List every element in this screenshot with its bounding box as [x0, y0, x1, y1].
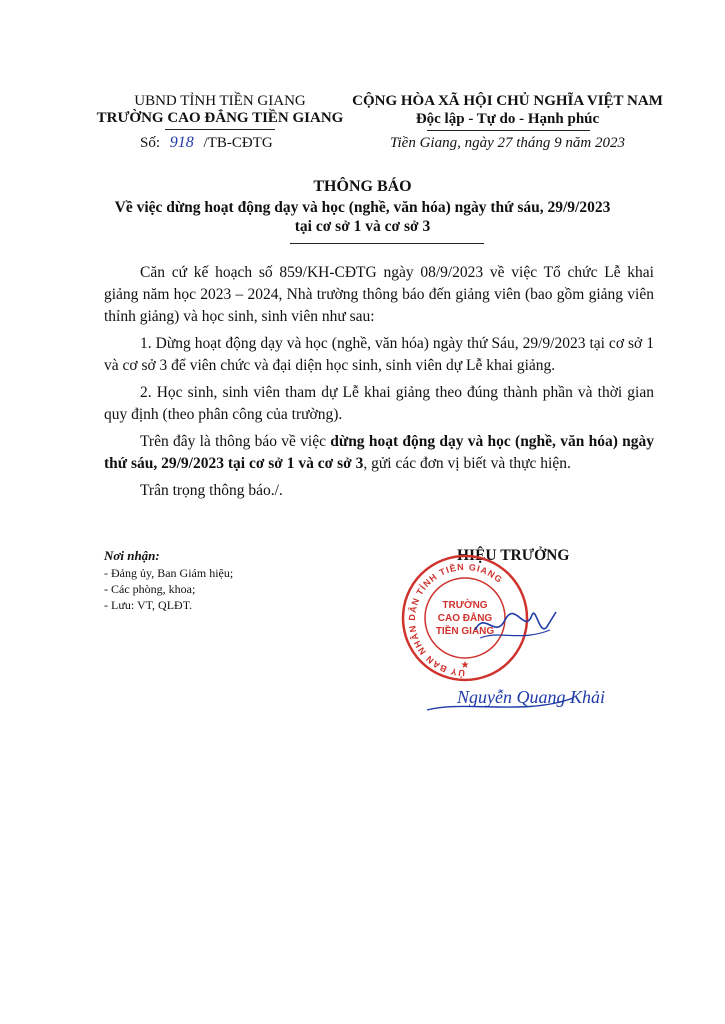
national-motto: Độc lập - Tự do - Hạnh phúc: [415, 111, 600, 127]
issuing-authority: UBND TỈNH TIỀN GIANG: [134, 93, 306, 109]
notice-body: [104, 262, 654, 507]
paragraph-conclusion: [104, 431, 654, 475]
conclusion-end: , gửi các đơn vị biết và thực hiện.: [363, 455, 571, 472]
recipient-item: - Lưu: VT, QLĐT.: [104, 598, 193, 612]
svg-text:TIỀN GIANG: TIỀN GIANG: [435, 626, 495, 637]
title-underline: [290, 243, 484, 244]
paragraph-item-2: 2. Học sinh, sinh viên tham dự Lễ khai giảng theo đúng thành phần và thời gian quy định (theo phân công của trường).: [104, 384, 654, 423]
recipient-item: - Các phòng, khoa;: [104, 582, 196, 596]
subject-line-2: tại cơ sở 1 và cơ sở 3: [294, 218, 431, 235]
institution-name: TRƯỜNG CAO ĐẲNG TIỀN GIANG: [96, 110, 344, 126]
conclusion-start: Trên đây là thông báo về việc: [140, 433, 331, 450]
number-value: 918: [169, 134, 194, 151]
recipients-heading: Nơi nhận:: [104, 548, 160, 563]
signer-name: Nguyễn Quang Khải: [457, 687, 605, 707]
signer-title: HIỆU TRƯỞNG: [457, 547, 570, 564]
svg-text:CAO ĐẲNG: CAO ĐẲNG: [437, 613, 493, 624]
header-right-underline: [427, 130, 590, 131]
nation-name: CỘNG HÒA XÃ HỘI CHỦ NGHĨA VIỆT NAM: [352, 93, 663, 109]
svg-text:★: ★: [460, 660, 470, 671]
paragraph-item-1: 1. Dừng hoạt động dạy và học (nghề, văn hóa) ngày thứ Sáu, 29/9/2023 tại cơ sở 1 và cơ sở 3 để viên chức và đại diện học sinh, sinh viên dự Lễ khai giảng.: [104, 335, 654, 374]
paragraph-basis: Căn cứ kế hoạch số 859/KH-CĐTG ngày 08/9/2023 về việc Tổ chức Lễ khai giảng năm học 2023 – 2024, Nhà trường thông báo đến giảng viên (bao gồm giảng viên thỉnh giảng) và học sinh, sinh viên như sau:: [104, 264, 654, 325]
place-date: Tiền Giang, ngày 27 tháng 9 năm 2023: [390, 135, 625, 151]
svg-text:TRƯỜNG: TRƯỜNG: [442, 600, 488, 611]
header-left-underline: [165, 129, 275, 130]
document-number: [140, 134, 273, 152]
svg-text:ỦY BAN NHÂN DÂN TỈNH TIỀN GIAN: ỦY BAN NHÂN DÂN TỈNH TIỀN GIANG: [406, 561, 505, 679]
subject-line-1: Về việc dừng hoạt động dạy và học (nghề, văn hóa) ngày thứ sáu, 29/9/2023: [114, 199, 611, 216]
paragraph-closing: Trân trọng thông báo./.: [140, 482, 283, 499]
number-label: Số:: [140, 135, 161, 151]
document-type: THÔNG BÁO: [313, 178, 412, 195]
recipient-item: - Đảng ủy, Ban Giám hiệu;: [104, 566, 234, 580]
number-suffix: /TB-CĐTG: [203, 135, 273, 151]
conclusion-bold: dừng hoạt động dạy và học (nghề, văn hóa) ngày thứ sáu, 29/9/2023 tại cơ sở 1 và cơ sở 3: [104, 433, 654, 472]
signature-scribble-icon: [470, 600, 560, 650]
